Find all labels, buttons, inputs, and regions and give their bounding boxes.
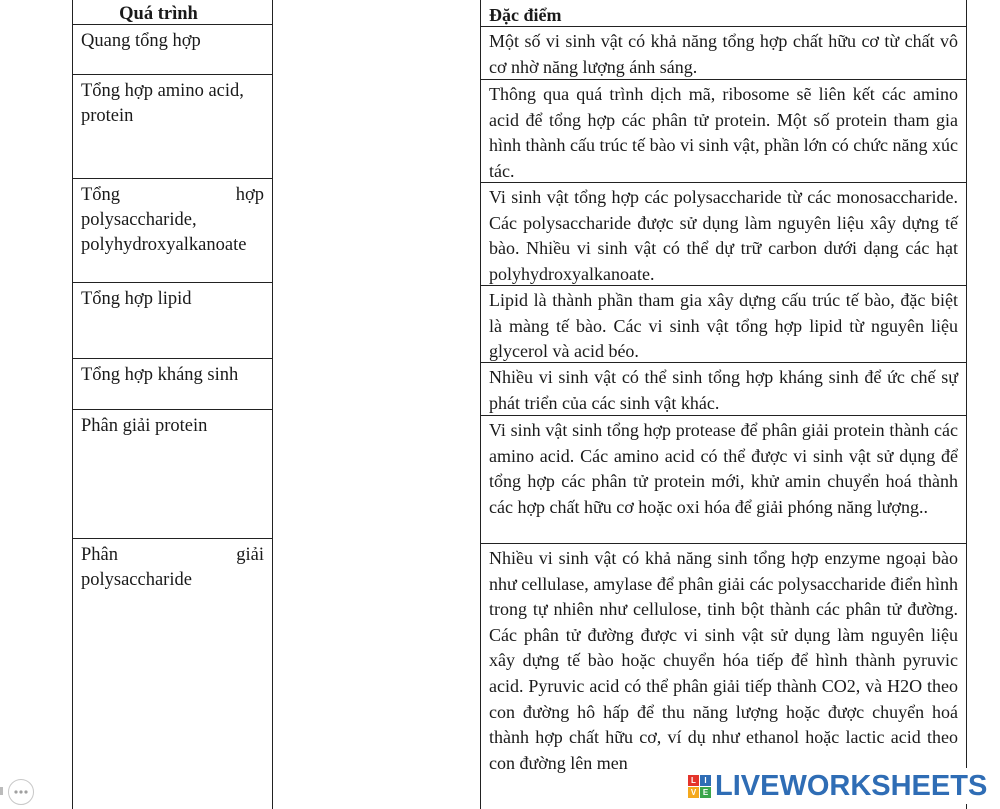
process-cell — [73, 179, 272, 283]
feature-cell: Vi sinh vật sinh tổng hợp protease để phân giải protein thành các amino acid. Các amino acid có thể được vi sinh vật sử dụng để tổng hợp các phân tử protein mới, khử amin chuyển hoá thành các hợp chất hữu cơ hoặc oxi hóa để giải phóng năng lượng.. — [481, 416, 966, 544]
process-cell — [73, 539, 272, 809]
logo-mark-icon — [688, 775, 711, 798]
logo-letter: L — [688, 775, 699, 786]
edge-marker — [0, 787, 3, 795]
feature-header: Đặc điểm — [481, 0, 966, 27]
feature-column — [480, 0, 967, 809]
process-cell: Quang tổng hợp — [73, 25, 272, 75]
process-cell: Tổng hợp lipid — [73, 283, 272, 359]
ellipsis-dots — [13, 789, 29, 795]
logo-letter: I — [700, 775, 711, 786]
feature-cell: Vi sinh vật tổng hợp các polysaccharide từ các monosaccharide. Các polysaccharide được sử dụng làm nguyên liệu xây dựng tế bào. Nhiều vi sinh vật có thể dự trữ carbon dưới dạng các hạt polyhydroxyalkanoate. — [481, 183, 966, 286]
process-cell: Phân giải protein — [73, 410, 272, 539]
logo-wordmark: LIVEWORKSHEETS — [715, 769, 988, 802]
logo-letter: E — [700, 787, 711, 798]
liveworksheets-logo — [688, 768, 988, 804]
process-cell: Tổng hợp kháng sinh — [73, 359, 272, 410]
process-line: polysaccharide — [81, 570, 192, 590]
feature-cell: Một số vi sinh vật có khả năng tổng hợp chất hữu cơ từ chất vô cơ nhờ năng lượng ánh sáng. — [481, 27, 966, 80]
process-column — [72, 0, 273, 809]
ellipsis-icon[interactable] — [8, 779, 34, 805]
process-line: Phân giải — [81, 545, 264, 565]
feature-cell: Nhiều vi sinh vật có thể sinh tổng hợp kháng sinh để ức chế sự phát triển của các sinh vật khác. — [481, 363, 966, 416]
process-line: polysaccharide, polyhydroxyalkanoate — [81, 210, 247, 255]
feature-cell: Thông qua quá trình dịch mã, ribosome sẽ liên kết các amino acid để tổng hợp các phân tử protein. Một số protein tham gia hình thành cấu trúc tế bào vi sinh vật, phần lớn có chức năng xúc tác. — [481, 80, 966, 183]
logo-letter: V — [688, 787, 699, 798]
feature-cell: Lipid là thành phần tham gia xây dựng cấu trúc tế bào, đặc biệt là màng tế bào. Các vi sinh vật tổng hợp lipid từ nguyên liệu glycerol và acid béo. — [481, 286, 966, 363]
feature-cell: Nhiều vi sinh vật có khả năng sinh tổng hợp enzyme ngoại bào như cellulase, amylase để phân giải các polysaccharide điển hình trong tự nhiên như cellulose, tinh bột thành các phân tử đường. Các phân tử đường được vi sinh vật sử dụng làm nguyên liệu xây dựng tế bào hoặc chuyển hóa tiếp để hình thành pyruvic acid. Pyruvic acid có thể phân giải tiếp thành CO2, và H2O theo con đường hô hấp để thu năng lượng hoặc được chuyển hoá thành hợp chất hữu cơ, ví dụ như ethanol hoặc lactic acid theo con đường lên men — [489, 548, 958, 773]
process-line: Tổng hợp — [81, 185, 264, 205]
process-cell: Tổng hợp amino acid, protein — [73, 75, 272, 179]
process-header: Quá trình — [73, 0, 272, 25]
